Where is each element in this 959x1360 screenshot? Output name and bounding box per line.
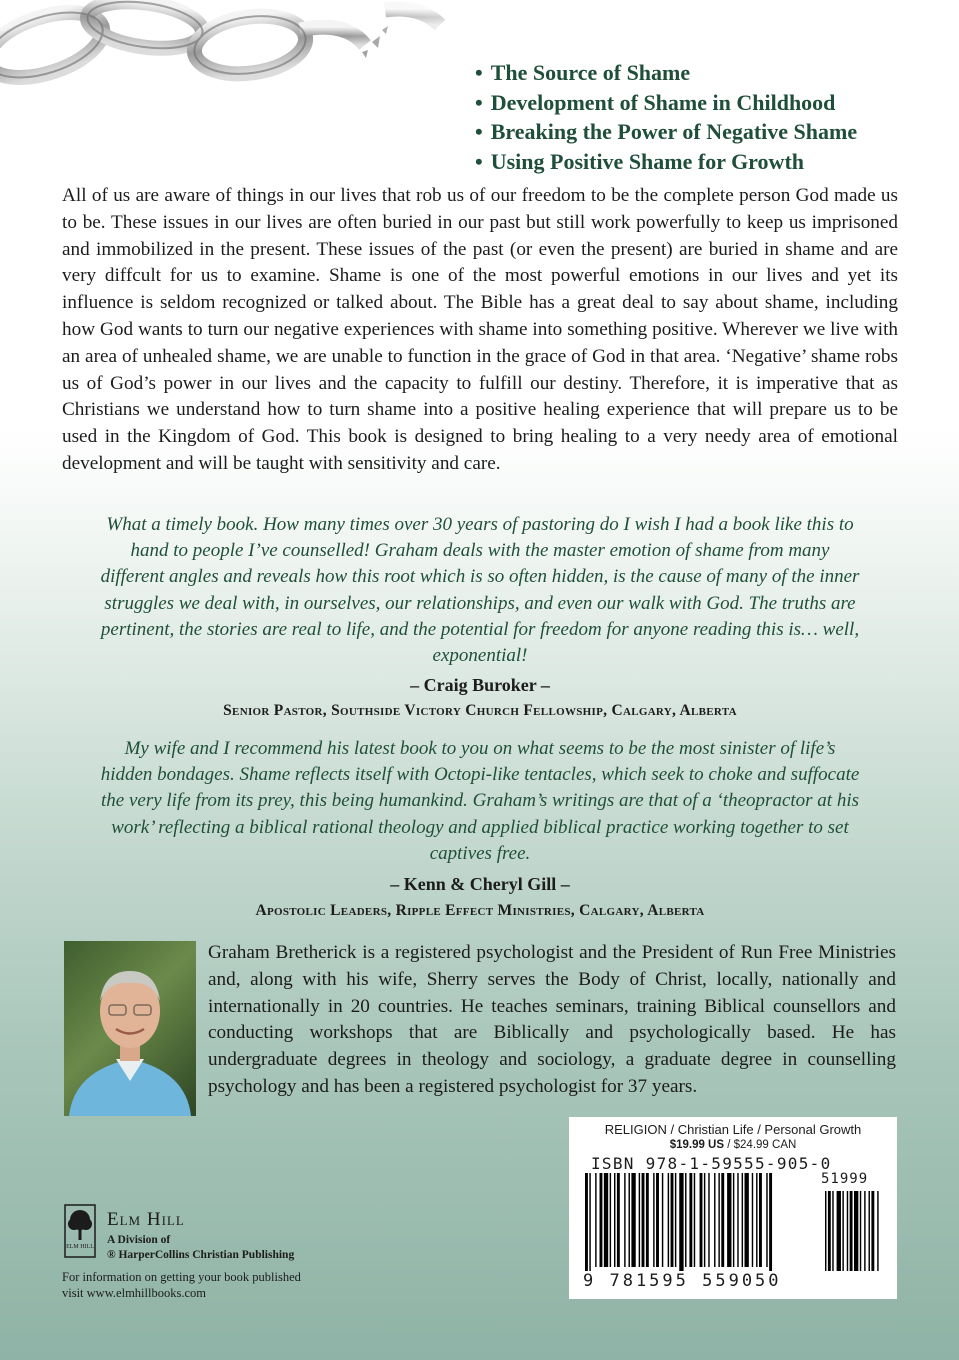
barcode-bar [714, 1173, 715, 1267]
barcode-bar [662, 1173, 663, 1267]
barcode-bar [727, 1173, 731, 1267]
barcode-bar [614, 1173, 615, 1267]
bullet-item: • The Source of Shame [475, 58, 857, 88]
elm-hill-logo [64, 1204, 96, 1258]
barcode-bar [671, 1173, 674, 1267]
barcode-bar [668, 1173, 669, 1267]
barcode-addon-bar [850, 1191, 853, 1271]
price-us: $19.99 US [669, 1139, 725, 1151]
bullet-item: • Breaking the Power of Negative Shame [475, 117, 857, 147]
barcode-bar [718, 1173, 719, 1267]
barcode-bar [759, 1173, 762, 1267]
barcode-bar [653, 1173, 654, 1267]
isbn-text: ISBN 978-1-59555-905-0 [591, 1154, 832, 1173]
barcode-bar [756, 1173, 757, 1267]
barcode-bar [700, 1173, 703, 1267]
price-separator: / [724, 1139, 734, 1151]
price-code: 51999 [821, 1171, 869, 1187]
division-line-1: A Division of [107, 1234, 171, 1246]
barcode-bar [689, 1173, 692, 1267]
barcode-addon-bar [825, 1191, 826, 1271]
endorsement-name: – Craig Buroker – [410, 675, 550, 695]
barcode-bar [752, 1173, 753, 1267]
author-portrait-image [64, 941, 196, 1116]
barcode-bar [685, 1173, 686, 1267]
logo-text: ELM HILL [66, 1244, 94, 1250]
endorsement-role: Apostolic Leaders, Ripple Effect Ministries, Calgary, Alberta [255, 902, 705, 919]
barcode-bar [704, 1173, 705, 1267]
barcode-addon-bar [864, 1191, 865, 1271]
barcode-bar [631, 1173, 635, 1267]
topic-bullet-list [475, 58, 857, 176]
barcode-bar [675, 1173, 676, 1267]
barcode-bar [589, 1173, 590, 1271]
barcode-bar [737, 1173, 738, 1267]
endorsement-name: – Kenn & Cheryl Gill – [390, 874, 570, 894]
price-can: $24.99 CAN [733, 1139, 797, 1151]
endorsement-role: Senior Pastor, Southside Victory Church Fellowship, Calgary, Alberta [223, 702, 737, 719]
barcode-addon-bar [871, 1191, 874, 1271]
publisher-name: Elm Hill [107, 1209, 185, 1230]
barcode-addon-bar [828, 1191, 831, 1271]
barcode-bar [708, 1173, 709, 1267]
price-line [569, 1139, 897, 1151]
barcode-block [569, 1117, 897, 1299]
barcode-addon-bar [832, 1191, 833, 1271]
author-photo [64, 941, 196, 1116]
barcode-bar [595, 1173, 596, 1267]
barcode-bar [733, 1173, 734, 1267]
bullet-item: • Development of Shame in Childhood [475, 88, 857, 118]
endorsement-quote: What a timely book. How many times over 30 years of pastoring do I wish I had a book like this to hand to people I’ve counselled! Graham deals with the master emotion of shame from many different angles and reveals how this root which is so often hidden, is the cause of many of the inner struggles we deal with, in ourselves, our relationships, and even our walk with God. The truths are pertinent, the stories are real to life, and the potential for freedom for anyone reading this is… well, exponential! [100, 514, 860, 667]
division-line-2: ® HarperCollins Christian Publishing [107, 1249, 295, 1261]
barcode-bar [629, 1173, 630, 1267]
barcode-addon-bar [854, 1191, 858, 1271]
barcode-bar [742, 1173, 743, 1267]
barcode-addon-bar [847, 1191, 848, 1271]
barcode-bar [656, 1173, 659, 1267]
barcode-bar [769, 1173, 772, 1271]
bullet-item: • Using Positive Shame for Growth [475, 147, 857, 177]
barcode-addon-bar [869, 1191, 870, 1271]
barcode-bar [646, 1173, 649, 1267]
barcode-bar [745, 1173, 749, 1267]
barcode-bar [694, 1173, 695, 1267]
info-line-2: visit www.elmhillbooks.com [62, 1285, 206, 1300]
publisher-division [107, 1233, 294, 1263]
barcode-bar [617, 1173, 620, 1267]
barcode-bar [600, 1173, 603, 1267]
isbn-barcode [581, 1173, 887, 1273]
bisac-category: RELIGION / Christian Life / Personal Growth [604, 1122, 862, 1137]
barcode-bar [639, 1173, 640, 1267]
barcode-addon-bar [860, 1191, 861, 1271]
book-description: All of us are aware of things in our lives that rob us of our freedom to be the complete person God made us to be. These issues in our lives are often buried in our past but still work powerfully to keep us imprisoned and immobilized in the present. These issues of the past (or even the present) are buried in shame and are very diffcult for us to examine. Shame is one of the most powerful emotions in our lives and yet its influence is seldom recognized or talked about. The Bible has a great deal to say about shame, including how God wants to turn our negative experiences with shame into something positive. Wherever we live with an area of unhealed shame, we are unable to function in the grace of God in that area. ‘Negative’ shame robs us of God’s power in our lives and the capacity to fulfill our destiny. Therefore, it is imperative that as Christians we understand how to turn shame into a positive healing experience that will prepare us to be used in the Kingdom of God. This book is designed to bring healing to a very needy area of emotional development and will be taught with sensitivity and care. [62, 185, 898, 474]
info-line-1: For information on getting your book published [62, 1270, 301, 1284]
barcode-addon-bar [842, 1191, 843, 1271]
barcode-bar [642, 1173, 645, 1267]
publishing-info [62, 1270, 301, 1301]
broken-chain-image [0, 0, 470, 170]
barcode-bar [679, 1173, 683, 1271]
barcode-bar [721, 1173, 724, 1267]
barcode-digits: 9 781595 559050 [583, 1271, 782, 1291]
barcode-bar [766, 1173, 767, 1267]
author-bio: Graham Bretherick is a registered psychologist and the President of Run Free Ministries and, along with his wife, Sherry serves the Body of Christ, locally, nationally and internationally in 20 countries. He teaches seminars, training Biblical counsellors and conducting workshops that are Biblically and psychologically based. He has undergraduate degrees in theology and sociology, a graduate degree in counselling psychology and has been a registered psychologist for 37 years. [208, 942, 896, 1097]
barcode-bar [585, 1173, 588, 1271]
barcode-addon-bar [877, 1191, 878, 1271]
barcode-bar [604, 1173, 608, 1267]
barcode-bar [610, 1173, 611, 1267]
endorsement-quote: My wife and I recommend his latest book to you on what seems to be the most sinister of life’s hidden bondages. Shame reflects itself with Octopi-like tentacles, which seek to choke and suffocate the very life from its prey, this being humankind. Graham’s writings are that of a ‘theopractor at his work’ reflecting a biblical rational theology and applied biblical practice working together to set captives free. [100, 738, 860, 864]
barcode-bar [624, 1173, 625, 1267]
barcode-addon-bar [837, 1191, 841, 1271]
